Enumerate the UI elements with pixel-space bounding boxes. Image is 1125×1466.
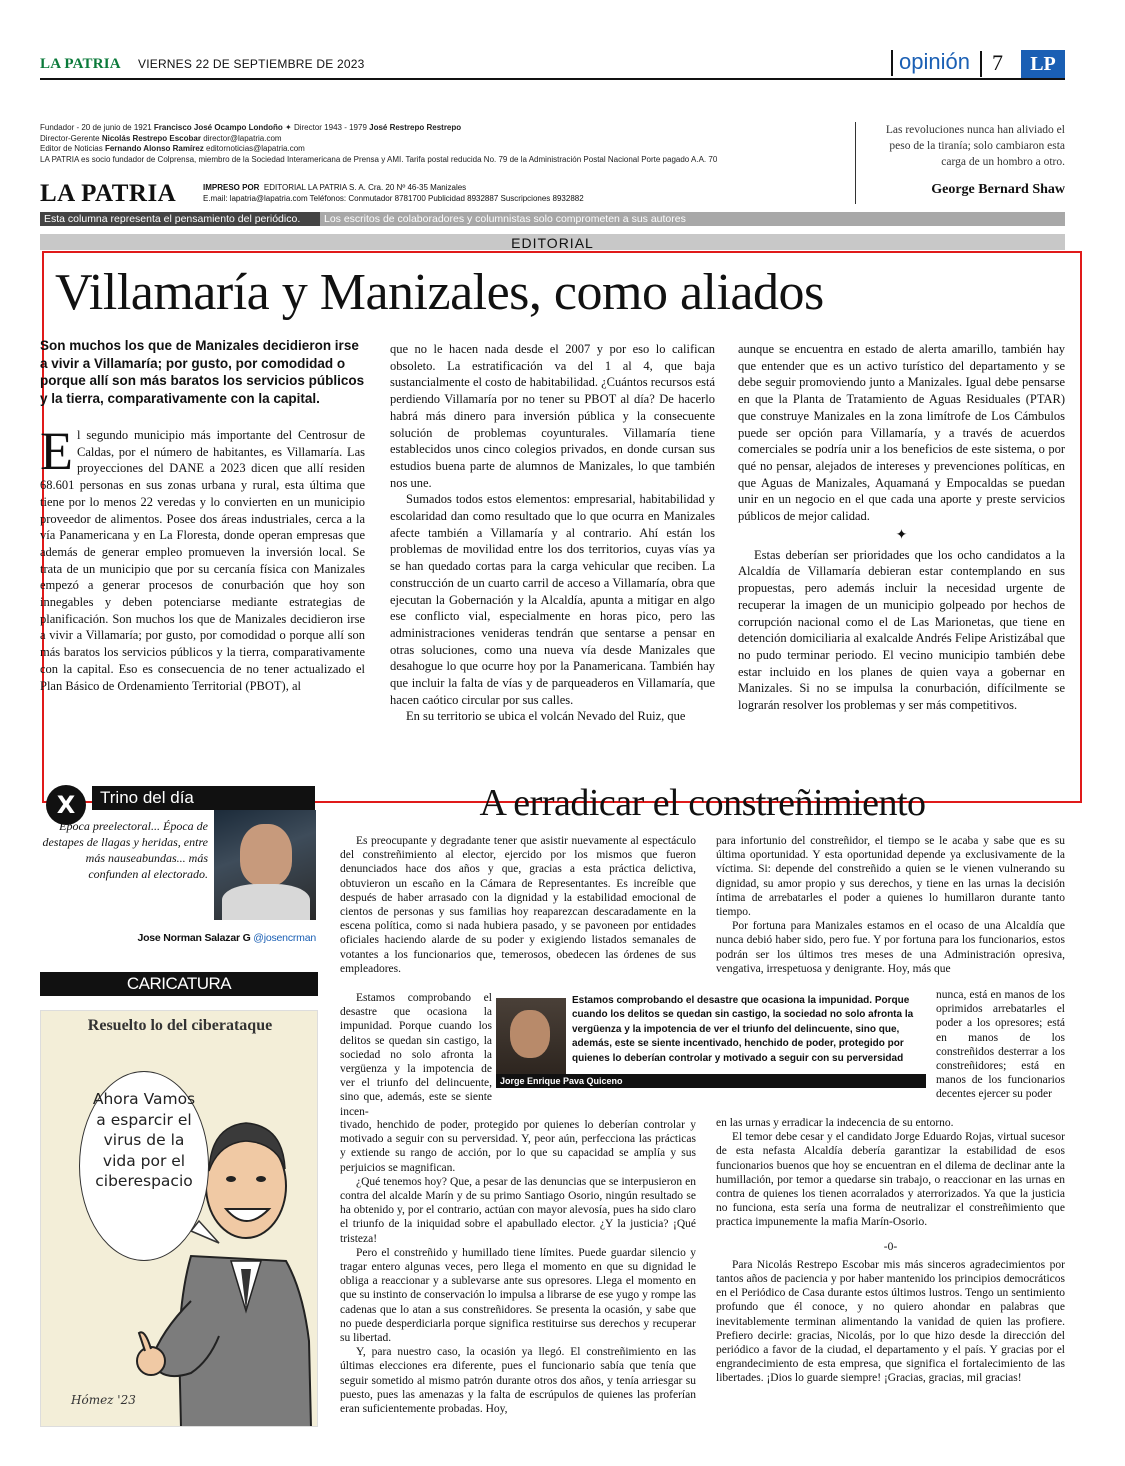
columnist-name: Jorge Enrique Pava Quiceno [496, 1074, 926, 1088]
column-paragraph: Estamos comprobando el desastre que ocasiona la impunidad. Porque cuando los delitos se quedan sin castigo, la sociedad no solo afronta la vergüenza y la impotencia de ver el triunfo del delincuente, sino que, además, este se siente incen- [340, 992, 492, 1118]
editorial-paragraph: El segundo municipio más importante del Centrosur de Caldas, por el número de habitantes, es Villamaría. Las proyecciones del DANE a 2023 dicen que allí residen 68.601 personas en sus zonas urbana y rural, esta última que tiene por lo menos 22 veredas y lo convierten en un municipio proveedor de alimentos. Posee dos áreas industriales, cerca a la vía Panamericana y en La Floresta, donde operan empresas que además de generar empleo promueven la inversión local. Se trata de un municipio que por su cercanía física con Manizales empezó a generar procesos de conurbación que hoy son innegables y deben potenciarse mediante estrategias de planificación. Son muchos los que de Manizales decidieron irse a vivir a Villamaría; por gusto, por comodidad o porque allí son más baratos los servicios públicos y la tierra, comparativamente con la capital. Eso es consecuencia de no tener actualizado el Plan Básico de Ordenamiento Territorial (PBOT), al [40, 421, 365, 693]
issue-date: VIERNES 22 DE SEPTIEMBRE DE 2023 [138, 57, 365, 71]
column-paragraph: en las urnas y erradicar la indecencia de su entorno. [716, 1117, 954, 1129]
trino-author: Jose Norman Salazar G @josencrman [137, 932, 316, 944]
caricatura-label: CARICATURA [40, 972, 318, 996]
column-title: A erradicar el constreñimiento [479, 782, 926, 824]
page-header [40, 50, 1065, 80]
editorial-paragraph: Sumados todos estos elementos: empresarial, habitabilidad y escolaridad dan como resultado que lo que ocurra en Manizales afecte también a Villamaría y al contrario. Ahí están los problemas de movilidad entre los dos territorios, cuyas vías ya se han quedado cortas para la carga vehicular que reciben. La construcción de un cuarto carril de acceso a Villamaría, obra que ejecutan la Gobernación y la Alcaldía, apunta a mitigar en algo ese conflicto vial, especialmente en horas pico, pero las administraciones venideras tendrán que sentarse a pensar en otras soluciones, como una nueva vía desde Manizales que desahogue lo que ocurre hoy por la Panamericana. También hay que incluir la falta de vías y de parqueaderos en Villamaría, que hacen caótico circular por sus calles. [390, 492, 715, 707]
masthead-credits [40, 123, 840, 165]
section-label: opinión [891, 50, 970, 76]
column-paragraph: Para Nicolás Restrepo Escobar mis más sinceros agradecimientos por tantos años de paciencia y por haber mantenido los principios democráticos en el Periódico de Casa durante estos últimos lustros. Tengo un sentimiento profundo que él conoce, y no quiero ahondar en palabras que inevitablemente terminan alimentando la vanidad de quien las profiere. Prefiero decirle: gracias, Nicolás, por lo que hizo desde la dirección del periódico a favor de la ciudad, el departamento y el país. Y gracias por el engrandecimiento de esta empresa, que significa el fortalecimiento de las libertades. ¡Dios lo guarde siempre! ¡Gracias, gracias, mil gracias! [716, 1258, 1065, 1385]
masthead-line-legal: LA PATRIA es socio fundador de Colprensa, miembro de la Sociedad Interamericana de Prensa y AMI. Tarifa postal reducida No. 79 de la Administración Postal Nacional Porte pagado A.A. 70 [40, 154, 718, 164]
masthead-line-founders: Fundador - 20 de junio de 1921 Francisco José Ocampo Londoño ✦ Director 1943 - 1979 José Restrepo Restrepo [40, 123, 462, 132]
quote-author: George Bernard Shaw [931, 182, 1065, 197]
columnist-photo [496, 998, 566, 1078]
cartoon-illustration [40, 1010, 318, 1427]
masthead-line-editor: Editor de Noticias Fernando Alonso Ramírez editornoticias@lapatria.com [40, 144, 305, 153]
editorial-lead: Son muchos los que de Manizales decidieron irse a vivir a Villamaría; por gusto, por comodidad o porque allí son más baratos los servicios públicos y la tierra, comparativamente con la capital. [40, 338, 365, 406]
editorial-paragraph: En su territorio se ubica el volcán Nevado del Ruiz, que [406, 709, 686, 724]
page-number: 7 [980, 51, 1003, 77]
column-paragraph: El temor debe cesar y el candidato Jorge Eduardo Rojas, virtual sucesor de esta nefasta Alcaldía debería garantizar la estabilidad de esos funcionarios buenos que hoy se encuentran en el dilema de declinar ante la humillación, por temor a quedarse sin trabajo, o reaccionar en las urnas en contra de quienes los tienen acorralados y aterrorizados. Ya que la justicia no funciona, esta sería una forma de neutralizar el constreñimiento que practica impunemente la mafia Marín-Osorio. [716, 1131, 1065, 1229]
editorial-column-3 [738, 341, 1065, 714]
column-paragraph: Por fortuna para Manizales estamos en el ocaso de una Alcaldía que nunca debió haber sido, pero fue. Y por fortuna para los funcionarios, estos podrán ser los últimos tres meses de una Administración opresiva, vengativa, irrespetuosa y denigrante. Hoy, más que [716, 920, 1065, 975]
column-text-block [716, 834, 1065, 976]
brand-name: LA PATRIA [40, 56, 121, 72]
disclaimer-right: Los escritos de colaboradores y columnistas solo comprometen a sus autores [320, 212, 1065, 226]
drop-cap: E [40, 421, 73, 481]
trino-label: Trino del día [92, 786, 315, 810]
column-paragraph: Es preocupante y degradante tener que asistir nuevamente al espectáculo del constreñimiento al elector, ejercido por los mismos que fueron denunciados hace dos años y que, gracias a esta práctica delictiva, obtuvieron un escaño en la Cámara de Representantes. Es increíble que después de haber arrasado con la dignidad y la estabilidad emocional de cientos de personas y sus familias hoy reaparezcan descaradamente en la escena política, como si nada hubiera pasado, y se pavoneen por entidades oficiales haciendo alarde de su poder y exigiendo listados semanales de votantes a los funcionarios que, temerosos, obedecen las órdenes de sus empleadores. [340, 835, 696, 975]
column-paragraph: nunca, está en manos de los oprimidos arrebatarles el poder a los opresores; está en manos de los constreñidos desterrar a los constreñidores; está en manos de los funcionarios decentes ejercer su poder [936, 989, 1065, 1101]
column-text-block [340, 1118, 696, 1416]
printer-info: IMPRESO POR EDITORIAL LA PATRIA S. A. Cra. 20 Nº 46-35 Manizales E.mail: lapatria@lapatria.com Teléfonos: Conmutador 8781700 Publicidad 8932887 Suscripciones 8932882 [203, 183, 584, 203]
disclaimer-left: Esta columna representa el pensamiento del periódico. [40, 212, 320, 226]
trino-author-photo [214, 810, 316, 920]
trino-handle[interactable]: @josencrman [253, 932, 316, 944]
cartoonist-signature: Hómez '23 [71, 1393, 136, 1407]
pull-quote-box [496, 990, 926, 1086]
quote-box [855, 122, 1065, 204]
pull-quote-text: Estamos comprobando el desastre que ocasiona la impunidad. Porque cuando los delitos se quedan sin castigo, la sociedad no solo afronta la vergüenza y la impotencia de ver el triunfo del delincuente, sino que, además, este se siente incentivado, henchido de poder, protegido por quienes lo deberían controlar y motivado a seguir con su perversidad [572, 995, 914, 1064]
editorial-column-1 [40, 337, 365, 694]
column-paragraph: Y, para nuestro caso, la ocasión ya llegó. El constreñimiento en las últimas elecciones era diferente, pues el funcionario sabía que tenía que seguir sometido al mismo patrón durante otros dos años, y tenía arriesgar su puesto, pues las amenazas y la falta de escrúpulos de quienes las proferían eran suficientemente probadas. Hoy, [340, 1346, 696, 1416]
column-paragraph: Pero el constreñido y humillado tiene límites. Puede guardar silencio y tragar entero algunas veces, pero llega el momento en que su dignidad le obliga a reaccionar y a sublevarse ante sus opresores. Llega el momento en que su instinto de conservación lo impulsa a librarse de ese yugo y rompe las cadenas que lo atan a sus constreñidores. Se presenta la ocasión, y sabe que no puede desperdiciarla porque significa restituirse sus derechos y recuperar su libertad. [340, 1246, 696, 1345]
editorial-paragraph: Estas deberían ser prioridades que los ocho candidatos a la Alcaldía de Villamaría debieran estar contemplando en sus propuestas, pero además incluir la necesidad urgente de recuperar la imagen de un municipio golpeado por hechos de corrupción nacional como el de Las Marionetas, que tiene en detención domiciliaria al exalcalde Andrés Felipe Aristizábal que no pudo terminar periodo. El vecino municipio también debe estar incluido en los planes de quien vaya a gobernar en Manizales. Si no se impulsa la conurbación, difícilmente se lograrán resolver los problemas y ser más competitivos. [738, 547, 1065, 713]
lp-logo: LP [1021, 50, 1065, 78]
column-paragraph: ¿Qué tenemos hoy? Que, a pesar de las denuncias que se interpusieron en contra del alcalde Marín y de su primo Santiago Osorio, ningún resultado se ha obtenido y, por el contrario, actúan con mayor alevosía, pues ha sido claro el triunfo de la iniquidad sobre el apabullado elector. ¿Y la justicia? ¡Qué tristeza! [340, 1175, 696, 1245]
cartoon-title: Resuelto lo del ciberataque [87, 1017, 273, 1034]
editorial-title: Villamaría y Manizales, como aliados [55, 264, 824, 321]
column-text-block [716, 1116, 1065, 1386]
editorial-section-bar: EDITORIAL [40, 234, 1065, 250]
column-paragraph: para infortunio del constreñidor, el tiempo se le acaba y sabe que es su última oportunidad. Y esta oportunidad depende ya exclusivamente de la víctima. Si: depende del constreñido a quien se le vienen vulnerando su dignidad, su amor propio y sus derechos, y tiene en las urnas la decisión íntima de arrebatarles el poder a quienes lo humillaron durante tanto tiempo. [716, 835, 1065, 919]
masthead-logo-block [40, 180, 820, 208]
editorial-paragraph: aunque se encuentra en estado de alerta amarillo, también hay que entender que es un activo turístico del departamento y se debe seguir promoviendo junto a Manizales. Igual debe pensarse en que la Planta de Tratamiento de Aguas Residuales (PTAR) que construye Manizales en la zona limítrofe de Los Cámbulos puede ser opción para Villamaría, y a través de acuerdos comerciales se podría unir a los beneficios de este sistema, o por qué no pensar, alejados de intereses y prevenciones políticas, en que Aguas de Manizales, Aquamaná y Empocaldas se puedan unir en un negocio en el que cada una aporte y preste servicios públicos de mejor calidad. [738, 342, 1065, 524]
trino-header [40, 785, 315, 819]
disclaimer-band [40, 212, 1065, 226]
quote-text: Las revoluciones nunca han aliviado el peso de la tiranía; solo cambiaron esta carga de un hombro a otro. [885, 124, 1065, 168]
editorial-paragraph: que no le hacen nada desde el 2007 y por eso lo califican obsoleto. La estratificación va del 1 al 4, que baja sustancialmente el costo de habitabilidad. ¿Cuántos recursos está perdiendo Villamaría por no tener su PBOT al día? De hacerlo habrá más dinero para inversión pública y la consecuente solución de problemas coyunturales. Villamaría tiene establecidos unos cinco colegios privados, en donde cursan sus estudios buena parte de alumnos de Manizales, lo que también nos une. [390, 342, 715, 490]
editorial-column-2 [390, 341, 715, 725]
masthead-line-director: Director-Gerente Nicolás Restrepo Escobar director@lapatria.com [40, 133, 282, 143]
x-logo-icon: X [46, 785, 86, 825]
diamond-separator-icon: ✦ [895, 527, 908, 543]
column-paragraph: tivado, henchido de poder, protegido por quienes lo deberían controlar y motivado a seguir con su perversidad. Y, peor aún, perfecciona las prácticas y extiende su rango de acción, por lo que su capacidad se amplía y sus perjuicios se magnifican. [340, 1119, 696, 1174]
newspaper-logo: LA PATRIA [40, 180, 177, 207]
section-separator: -0- [883, 1240, 898, 1253]
speech-bubble-text: Ahora Vamos a esparcir el virus de la vida por el ciberespacio [92, 1090, 196, 1190]
trino-text: Época preelectoral... Época de destapes de llagas y heridas, entre más nauseabundas... más confunden al electorado. [42, 819, 208, 881]
